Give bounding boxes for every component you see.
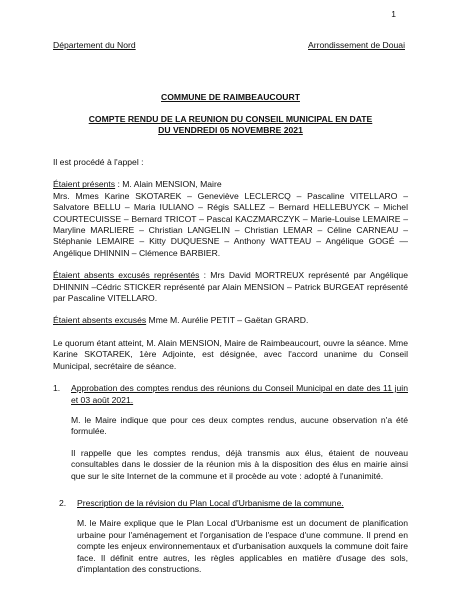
- agenda-item-paragraph: Il rappelle que les comptes rendus, déjà transmis aux élus, étaient de nouveau consultables dans le dossier de la réunion mis à la disposition des élus en mairie ainsi que sur le site Internet de la commune et il procède au vote : adopté à l'unanimité.: [71, 447, 408, 481]
- agenda-item-title: Approbation des comptes rendus des réunions du Conseil Municipal en date des 11 juin et 03 août 2021.: [71, 383, 408, 405]
- absent-members: [53, 315, 408, 326]
- page-number: 1: [391, 9, 396, 19]
- absent-label: Étaient absents excusés: [53, 315, 147, 326]
- agenda-item-1: [53, 383, 408, 492]
- agenda-item-paragraph: M. le Maire indique que pour ces deux comptes rendus, aucune observation n'a été formulée.: [71, 414, 408, 437]
- commune-title: COMMUNE DE RAIMBEAUCOURT: [161, 92, 300, 102]
- represented-label: Étaient absents excusés représentés: [53, 270, 200, 281]
- represented-members: [53, 270, 408, 304]
- title-block: [53, 92, 408, 136]
- present-list: : M. Alain MENSION, Maire Mrs. Mmes Karine SKOTAREK – Geneviève LECLERCQ – Pascaline VITELLARO – Salvatore BELLU – Maria IULIANO – Régis SALLEZ – Bernard HELLEBUYCK – Michel COURTECUISSE – Bernard TRICOT – Pascal KACZMARCZYK – Marie-Louise LEMAIRE – Maryline MARLIERE – Christian LANGELIN – Christian LEMAR – Céline CARNEAU – Stéphanie LEMAIRE – Kitty DUQUESNE – Anthony WATTEAU – Angélique GOGÉ — Angélique DHINNIN – Clémence BARBIER.: [53, 179, 408, 258]
- agenda-item-title: Prescription de la révision du Plan Local d'Urbanisme de la commune.: [77, 497, 344, 508]
- represented-list: : Mrs David MORTREUX représenté par Angélique DHINNIN –Cédric STICKER représenté par Alain MENSION – Patrick BURGEAT représenté par Pascaline VITELLARO.: [53, 270, 408, 304]
- report-title-line2: DU VENDREDI 05 NOVEMBRE 2021: [158, 125, 303, 135]
- roll-call-intro: Il est procédé à l'appel :: [53, 157, 144, 167]
- quorum-paragraph: Le quorum étant atteint, M. Alain MENSION, Maire de Raimbeaucourt, ouvre la séance. Mme Karine SKOTAREK, 1ère Adjointe, est désignée, avec l'accord unanime du Conseil Municipal, secrétaire de séance.: [53, 337, 408, 371]
- absent-list: Mme M. Aurélie PETIT – Gaëtan GRARD.: [146, 315, 309, 326]
- agenda-item-number: 2.: [59, 497, 67, 508]
- document-header: [53, 40, 405, 51]
- document-body: [53, 157, 408, 591]
- report-title-line1: COMPTE RENDU DE LA REUNION DU CONSEIL MUNICIPAL EN DATE: [88, 114, 373, 124]
- agenda-item-2: [59, 498, 408, 585]
- present-label: Étaient présents: [53, 179, 116, 190]
- agenda-item-paragraph: M. le Maire explique que le Plan Local d'Urbanisme est un document de planification urbaine pour l'aménagement et l'organisation de l'espace d'une commune. Il prend en compte les enjeux environnementaux et d'urbanisation auxquels la commune doit faire face. Il définit entre autres, les règles applicables en matière d'usage des sols, d'implantation des constructions.: [77, 518, 408, 574]
- agenda-item-number: 1.: [53, 383, 61, 394]
- header-department: Département du Nord: [53, 40, 136, 50]
- header-arrondissement: Arrondissement de Douai: [308, 40, 405, 50]
- present-members: [53, 179, 408, 259]
